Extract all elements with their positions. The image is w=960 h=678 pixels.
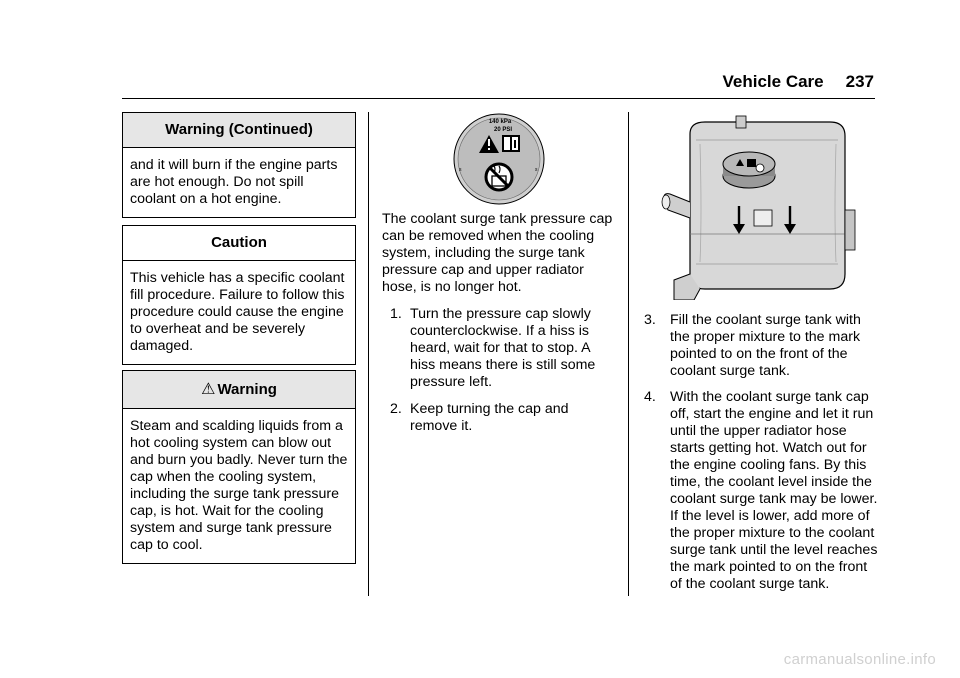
cap-psi-label: 20 PSI bbox=[493, 127, 513, 133]
step-3-text: Fill the coolant surge tank with the proper mixture to the mark pointed to on the front of the coolant surge tank. bbox=[670, 312, 861, 379]
section-title: Vehicle Care bbox=[722, 72, 824, 91]
step-4-text: With the coolant surge tank cap off, start the engine and let it run until the upper radiator hose starts getting hot. Watch out for the engine cooling fans. By this time, the coolant level inside the coolant surge tank may be lower. If the level is lower, add more of the proper mixture to the coolant surge tank until the level reaches the mark pointed to on the front of the coolant surge tank. bbox=[670, 389, 878, 592]
page-header bbox=[723, 72, 875, 92]
warning-continued-text: and it will burn if the engine parts are hot enough. Do not spill coolant on a hot engine. bbox=[130, 157, 338, 207]
svg-text:s: s bbox=[459, 167, 462, 173]
warning-title: Warning bbox=[217, 381, 277, 398]
pressure-cap-illustration bbox=[451, 113, 547, 205]
column-2 bbox=[382, 211, 618, 435]
step-1-text: Turn the pressure cap slowly counterclockwise. If a hiss is heard, wait for that to stop. A hiss means there is still some pressure left. bbox=[410, 306, 596, 390]
caution-title: Caution bbox=[123, 226, 355, 261]
list-item: 4. With the coolant surge tank cap off, start the engine and let it run until the upper radiator hose starts getting hot. Watch out for the engine cooling fans. By this time, the coolant level inside the coolant surge tank may be lower. If the level is lower, add more of the proper mixture to the coolant surge tank until the level reaches the mark pointed to on the front of the coolant surge tank. bbox=[644, 389, 878, 592]
svg-text:s: s bbox=[535, 167, 538, 173]
cap-manual-icon bbox=[502, 135, 520, 152]
intro-text: The coolant surge tank pressure cap can be removed when the cooling system, including the surge tank pressure cap and upper radiator hose, is no longer hot. bbox=[382, 211, 613, 295]
caution-box bbox=[122, 225, 356, 365]
watermark: carmanualsonline.info bbox=[783, 651, 936, 668]
caution-text: This vehicle has a specific coolant fill procedure. Failure to follow this procedure could cause the engine to overheat and be severely damaged. bbox=[130, 270, 345, 354]
list-item: 1. Turn the pressure cap slowly counterclockwise. If a hiss is heard, wait for that to stop. A hiss means there is still some pressure left. bbox=[390, 306, 596, 390]
column-3 bbox=[644, 312, 880, 602]
surge-tank-illustration bbox=[660, 114, 856, 300]
cap-do-not-open-hot-icon bbox=[486, 164, 512, 190]
page-number: 237 bbox=[845, 72, 874, 91]
cap-kpa-label: 140 kPa bbox=[488, 119, 512, 125]
column-divider-1 bbox=[368, 112, 369, 596]
list-item: 2. Keep turning the cap and remove it. bbox=[390, 401, 569, 434]
warning-triangle-icon: ⚠ bbox=[201, 381, 216, 398]
step-2-text: Keep turning the cap and remove it. bbox=[410, 401, 569, 434]
warning-box bbox=[122, 370, 356, 564]
warning-title-row bbox=[123, 371, 355, 409]
warning-continued-box bbox=[122, 112, 356, 218]
column-divider-2 bbox=[628, 112, 629, 596]
header-rule bbox=[122, 98, 875, 99]
list-item: 3. Fill the coolant surge tank with the proper mixture to the mark pointed to on the front of the coolant surge tank. bbox=[644, 312, 861, 379]
warning-text: Steam and scalding liquids from a hot cooling system can blow out and burn you badly. Never turn the cap when the cooling system, including the surge tank pressure cap, is hot. Wait for the cooling system and surge tank pressure cap to cool. bbox=[130, 418, 348, 553]
warning-continued-title: Warning (Continued) bbox=[123, 113, 355, 148]
